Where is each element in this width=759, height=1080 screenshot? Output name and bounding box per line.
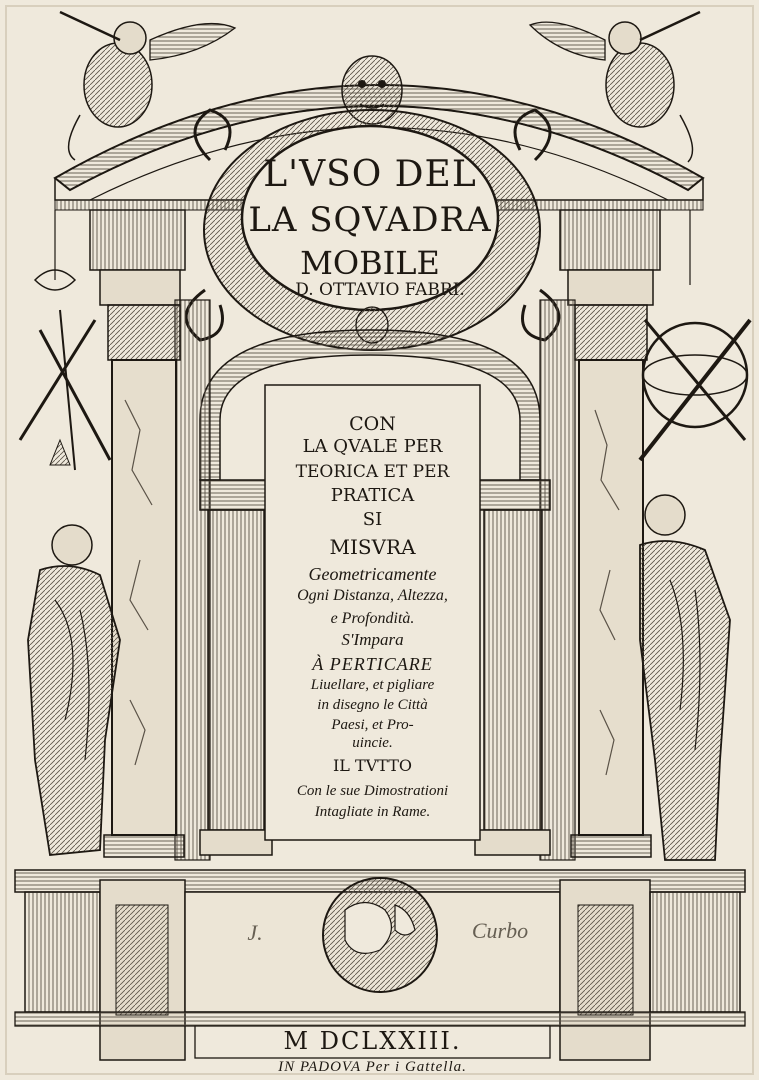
entablature-right: [560, 210, 660, 305]
column-left: [104, 305, 184, 857]
tablet-line-10: S'Impara: [341, 630, 404, 649]
author-name: D. OTTAVIO FABRI.: [295, 280, 465, 300]
tablet-line-12: Liuellare, et pigliare: [310, 677, 435, 693]
tablet-line-2: LA QVALE PER: [302, 436, 443, 457]
title-line-1: L'VSO DEL: [263, 154, 477, 195]
pilaster-right: [475, 480, 550, 855]
pilaster-left: [200, 480, 272, 855]
tablet-line-16: IL TVTTO: [332, 756, 412, 775]
title-line-3: MOBILE: [300, 244, 440, 282]
tablet-line-3: TEORICA ET PER: [295, 462, 450, 482]
tablet-line-11: À PERTICARE: [312, 654, 433, 674]
tablet-line-17: Con le sue Dimostrationi: [296, 783, 449, 799]
column-right: [571, 305, 651, 857]
globe: [323, 878, 437, 992]
tablet-line-4: PRATICA: [330, 485, 415, 506]
publication-year: M DCLXXIII.: [283, 1027, 462, 1055]
tablet-line-9: e Profondità.: [330, 610, 415, 627]
tablet-line-6: MISVRA: [329, 535, 416, 559]
entablature-left: [90, 210, 185, 305]
tablet-line-5: SI: [362, 509, 383, 530]
tablet-line-8: Ogni Distanza, Altezza,: [297, 587, 448, 604]
tablet-line-15: uincie.: [352, 735, 393, 751]
imprint-line: IN PADOVA Per i Gattella.: [278, 1059, 467, 1075]
handwritten-mark-right: Curbo: [471, 918, 529, 943]
tablet-line-1: CON: [349, 413, 396, 435]
title-line-2: LA SQVADRA: [248, 200, 492, 240]
tablet-line-18: Intagliate in Rame.: [314, 804, 431, 820]
tablet-line-13: in disegno le Città: [317, 697, 428, 713]
handwritten-mark-left: J.: [247, 920, 263, 945]
tablet-line-7: Geometricamente: [308, 564, 437, 584]
tablet-line-14: Paesi, et Pro-: [331, 717, 414, 733]
